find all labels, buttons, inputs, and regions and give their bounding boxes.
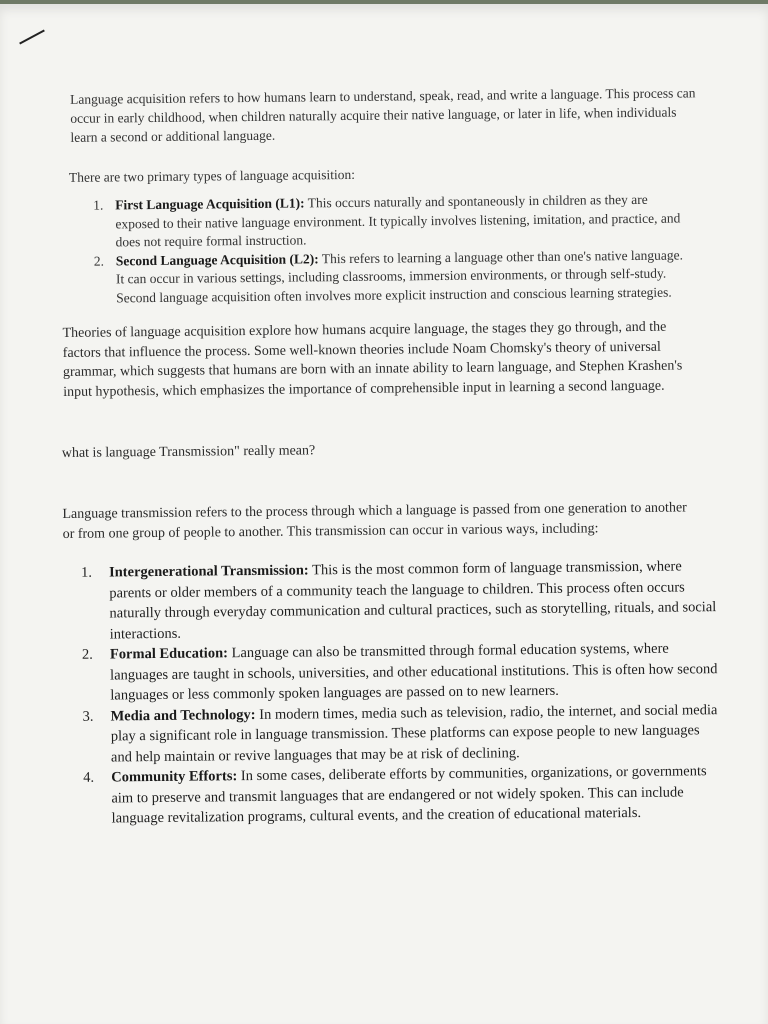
intro-paragraph: Language acquisition refers to how humans learn to understand, speak, read, and write a language. This process can occur in early childhood, when children naturally acquire their native language, or later in life, when individuals learn a second or additional language. [70,85,696,145]
list-item [83,761,724,829]
list-text: Language can also be transmitted through formal education systems, where languages are taught in schools, universities, and other educational institutions. This is often how second languages or less commonly spoken languages are passed on to new learners. [110,640,718,704]
list-item [93,190,694,252]
transmission-methods-list [81,556,724,829]
list-term: Media and Technology: [110,706,256,724]
list-text: This refers to learning a language other than one's native language. It can occur in various settings, including classrooms, immersion environments, or through self-study. Second language acquisition often involves more explicit instruction and conscious learning strategies. [115,246,684,305]
list-item [94,246,695,308]
list-item [82,700,723,768]
list-term: Formal Education: [109,645,229,663]
list-term: First Language Acquisition (L1): [115,195,305,213]
list-item [82,638,723,706]
types-lead: There are two primary types of language acquisition: [68,166,356,185]
document-page [0,4,768,1024]
list-number: 4. [83,769,95,786]
list-number: 1. [93,197,104,213]
acquisition-types-list [93,190,694,307]
list-term: Community Efforts: [111,768,238,786]
theories-paragraph: Theories of language acquisition explore how humans acquire language, the stages they go through, and the factors that influence the process. Some well-known theories include Noam Chomsky's theory of universal grammar, which suggests that humans are born with an innate ability to learn language, and Stephen Krashen's input hypothesis, which emphasizes the importance of comprehensible input in learning a second language. [62,319,683,400]
list-number: 1. [80,564,93,581]
list-item [81,556,722,645]
question-heading: what is language Transmission" really mean? [61,443,316,461]
pen-mark [19,30,45,45]
list-text: In modern times, media such as television, radio, the internet, and social media play a significant role in language transmission. These platforms can expose people to new languages and help maintain or revive languages that may be at risk of declining. [110,701,718,765]
list-text: This occurs naturally and spontaneously in children as they are exposed to their native language environment. It typically involves listening, imitation, and practice, and does not require formal instruction. [115,191,681,250]
list-text: In some cases, deliberate efforts by communities, organizations, or governments aim to preserve and transmit languages that are endangered or not widely spoken. This can include language revitalization programs, cultural events, and the creation of educational materials. [111,763,707,827]
list-term: Second Language Acquisition (L2): [115,250,319,268]
list-number: 3. [82,708,94,725]
list-number: 2. [93,253,104,269]
document-body [58,83,718,829]
list-number: 2. [81,646,93,663]
list-term: Intergenerational Transmission: [108,562,309,581]
transmission-paragraph: Language transmission refers to the process through which a language is passed from one generation to another or from one group of people to another. This transmission can occur in various ways, including: [62,500,687,542]
list-text: This is the most common form of language transmission, where parents or older members of a community teach the language to children. This process often occurs naturally through everyday communication and cultural practices, such as storytelling, rituals, and social interactions. [109,558,717,642]
